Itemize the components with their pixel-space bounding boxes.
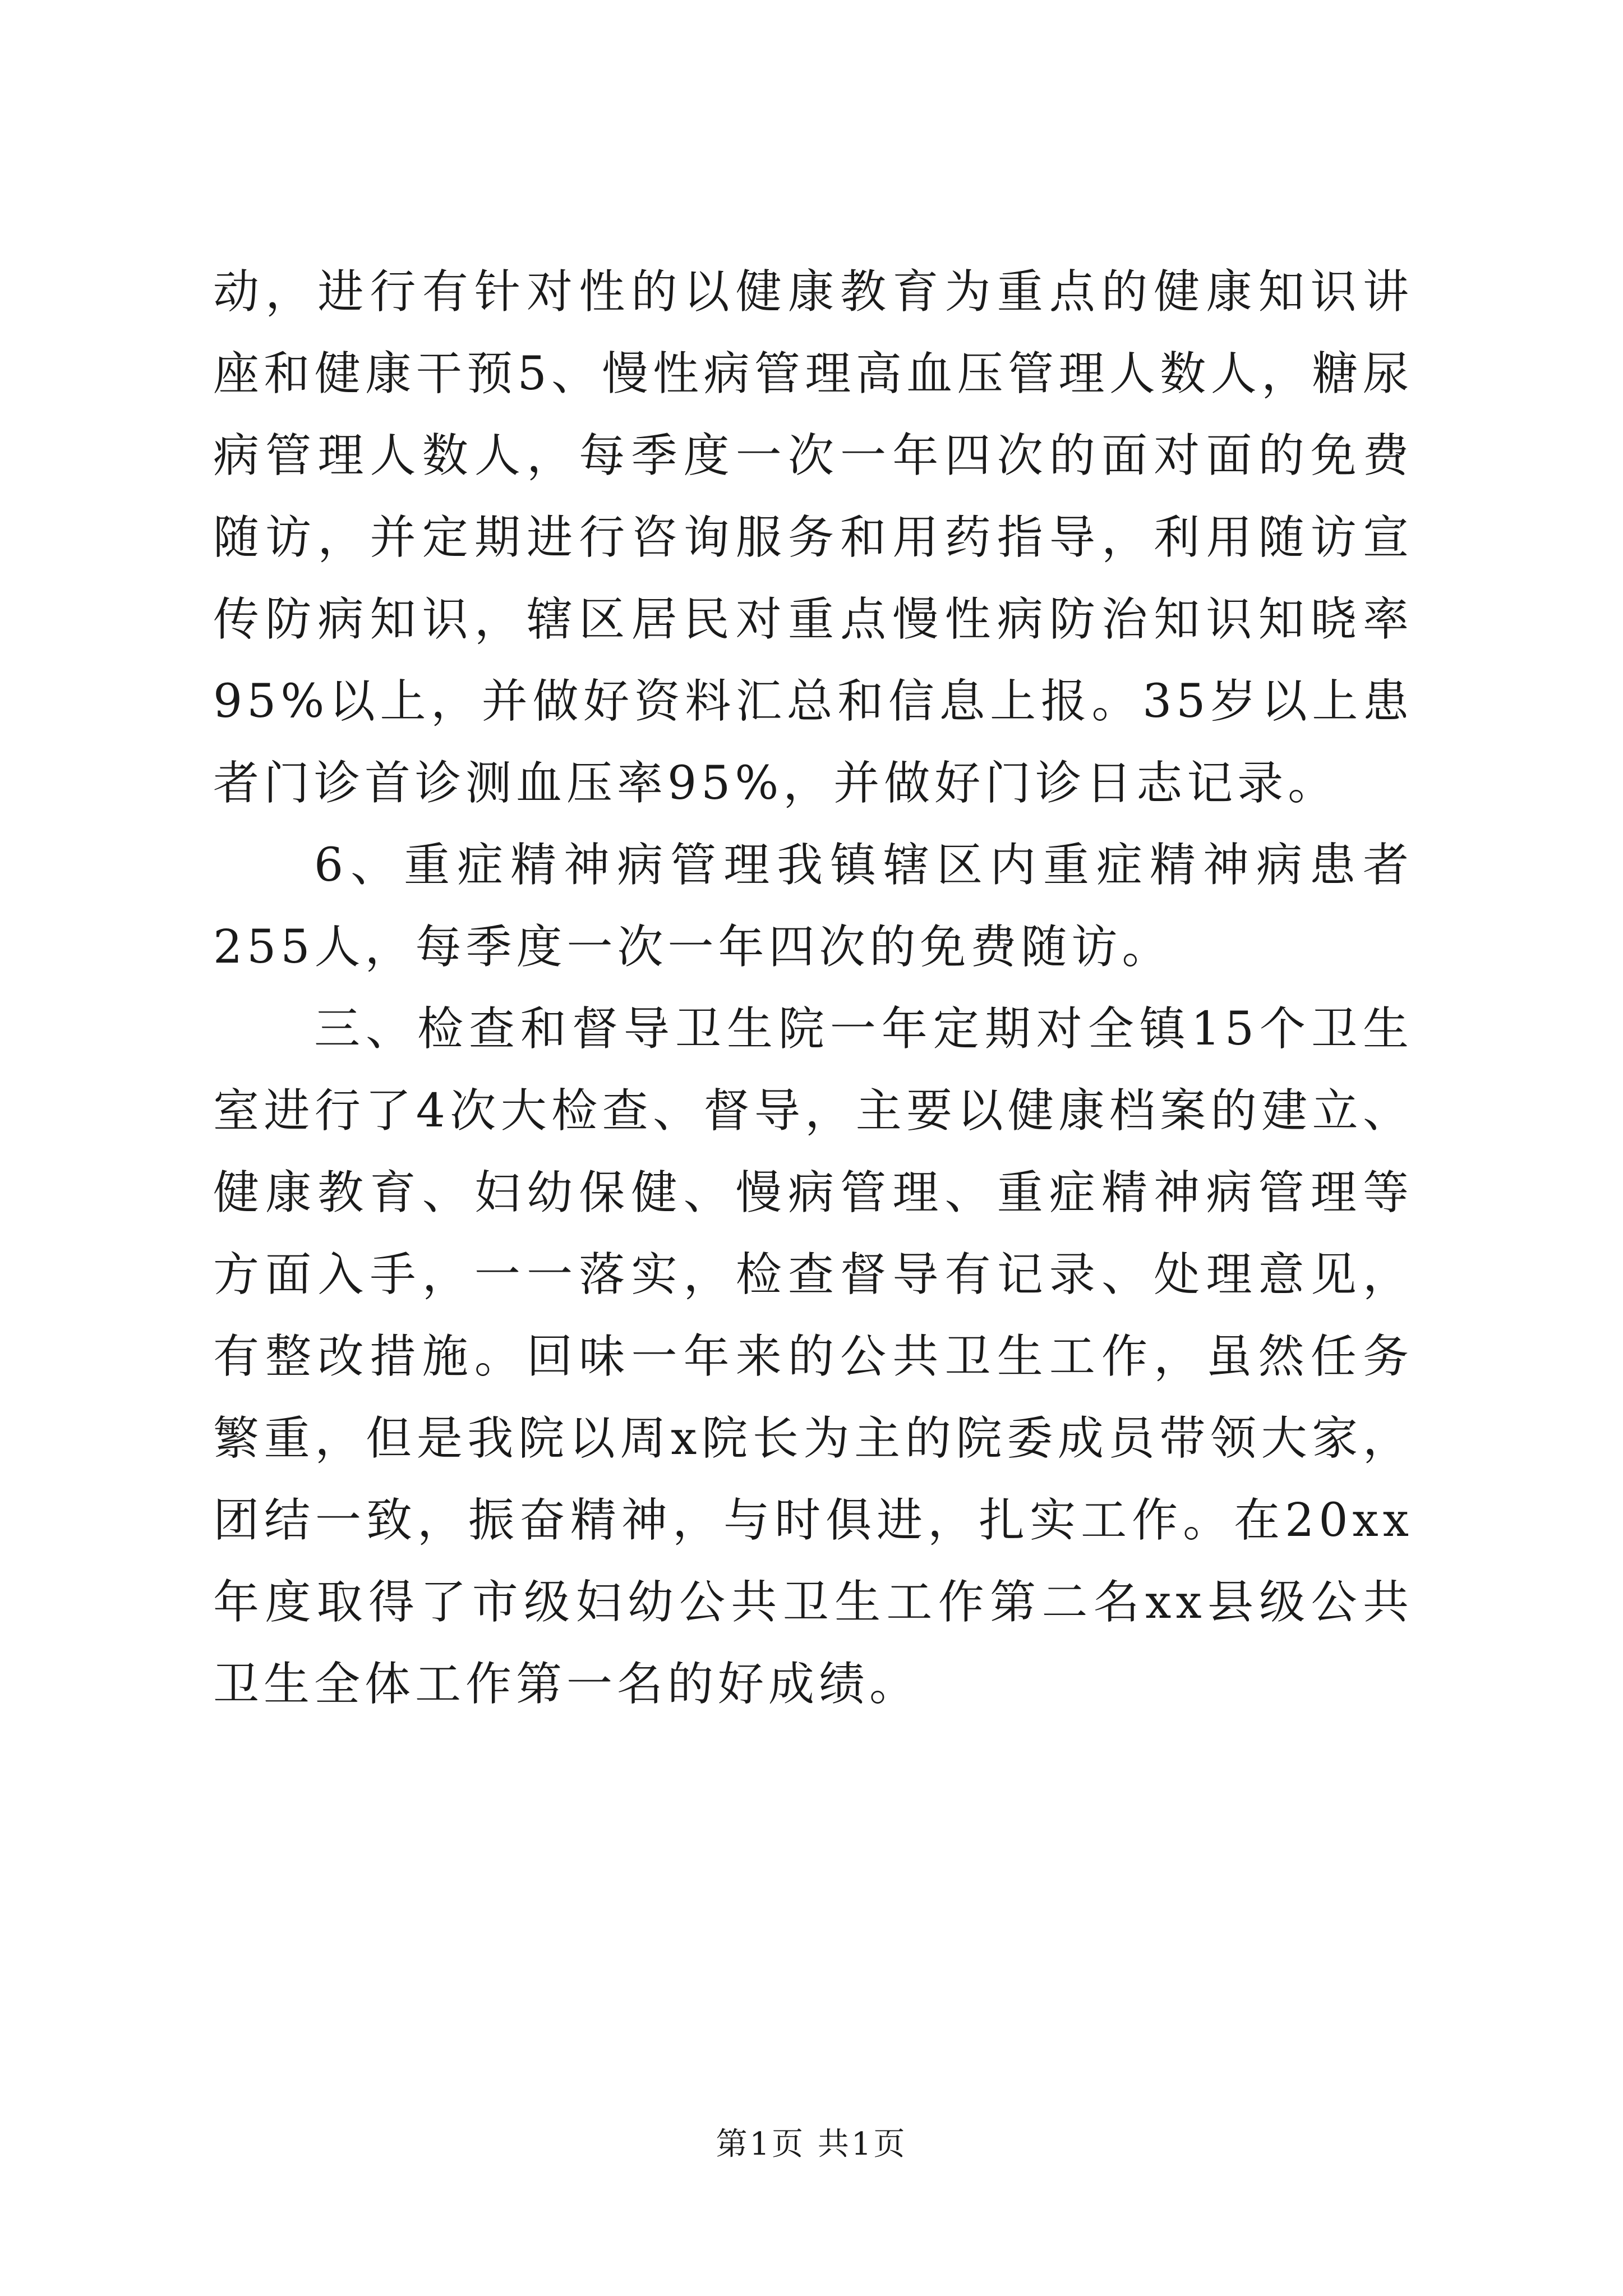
page-number-label: 第1页 共1页 [716, 2126, 907, 2162]
page-footer [0, 2125, 1623, 2164]
paragraph-mental-illness-management: 6、重症精神病管理我镇辖区内重症精神病患者255人，每季度一次一年四次的免费随访。 [213, 839, 1413, 974]
document-body [213, 251, 1413, 1726]
paragraph-inspection-supervision: 三、检查和督导卫生院一年定期对全镇15个卫生室进行了4次大检查、督导，主要以健康档案的建立、健康教育、妇幼保健、慢病管理、重症精神病管理等方面入手，一一落实，检查督导有记录、处理意见，有整改措施。回味一年来的公共卫生工作，虽然任务繁重，但是我院以周x院长为主的院委成员带领大家，团结一致，振奋精神，与时俱进，扎实工作。在20xx年度取得了市级妇幼公共卫生工作第二名xx县级公共卫生全体工作第一名的好成绩。 [213, 1002, 1413, 1711]
paragraph-continuation: 动，进行有针对性的以健康教育为重点的健康知识讲座和健康干预5、慢性病管理高血压管理人数人，糖尿病管理人数人，每季度一次一年四次的面对面的免费随访，并定期进行咨询服务和用药指导，利用随访宣传防病知识，辖区居民对重点慢性病防治知识知晓率95%以上，并做好资料汇总和信息上报。35岁以上患者门诊首诊测血压率95%，并做好门诊日志记录。 [213, 265, 1413, 810]
